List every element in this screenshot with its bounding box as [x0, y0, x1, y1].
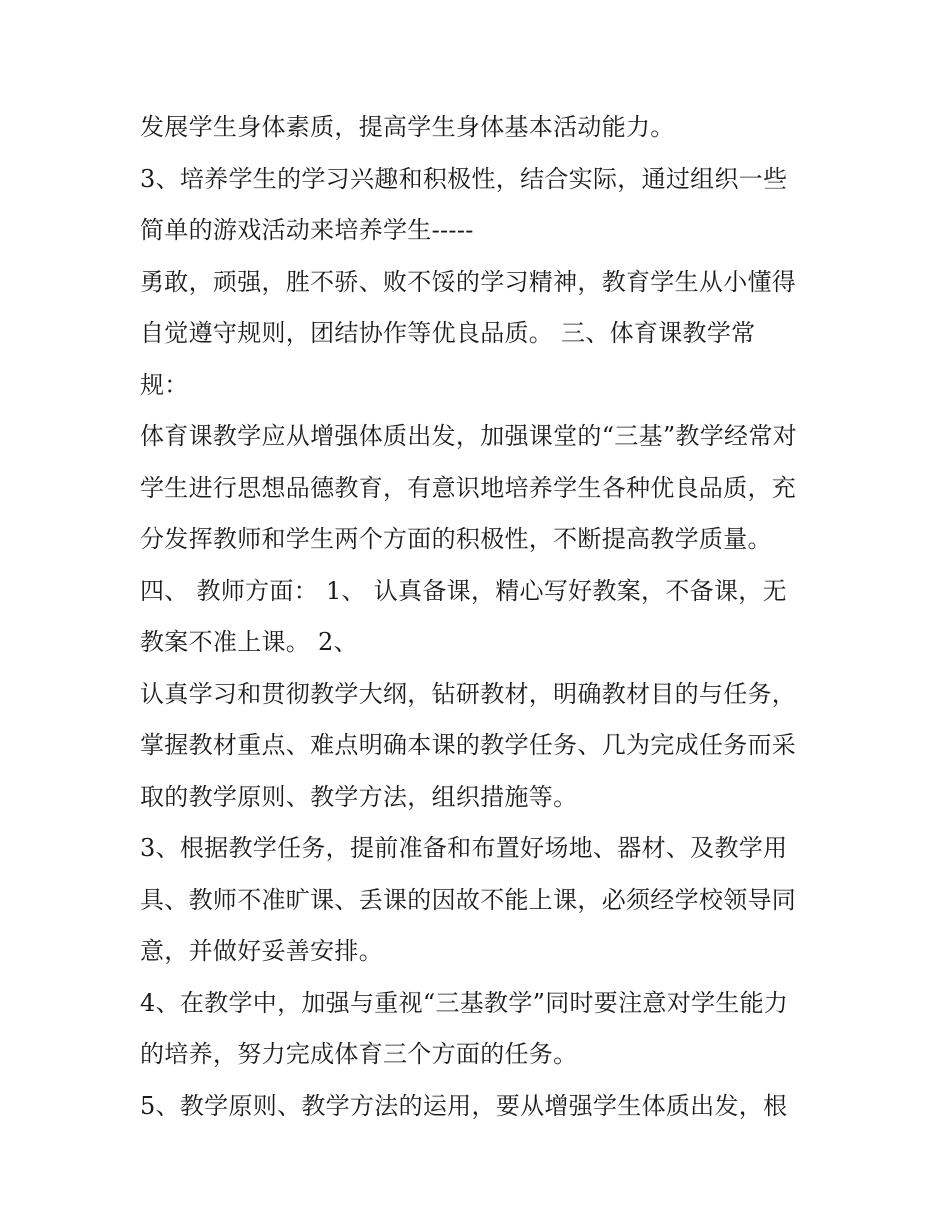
text-line: 取的教学原则、教学方法，组织措施等。 [140, 782, 578, 811]
text-line: 具、教师不准旷课、丢课的因故不能上课，必须经学校领导同 [140, 885, 797, 914]
text-line: 体育课教学应从增强体质出发，加强课堂的“三基”教学经常对 [140, 422, 797, 450]
text-line: 意，并做好妥善安排。 [140, 937, 383, 965]
text-line: 学生进行思想品德教育，有意识地培养学生各种优良品质，充 [140, 473, 797, 502]
text-line: 教案不准上课。 2、 [140, 628, 358, 656]
text-line: 掌握教材重点、难点明确本课的教学任务、几为完成任务而采 [140, 731, 797, 759]
text-line: 简单的游戏活动来培养学生----- [140, 216, 474, 244]
text-line: 自觉遵守规则，团结协作等优良品质。 三、体育课教学常 [140, 319, 756, 347]
text-line: 4、在教学中，加强与重视“三基教学”同时要注意对学生能力 [140, 988, 789, 1017]
text-line: 3、根据教学任务，提前准备和布置好场地、器材、及教学用 [140, 834, 788, 862]
text-line: 四、 教师方面： 1、 认真备课，精心写好教案，不备课，无 [140, 576, 787, 605]
text-line: 发展学生身体素质，提高学生身体基本活动能力。 [140, 113, 675, 141]
text-line: 规： [140, 370, 189, 399]
document-body [140, 102, 820, 1132]
text-line: 5、教学原则、教学方法的运用，要从增强学生体质出发，根 [140, 1091, 788, 1120]
text-line: 分发挥教师和学生两个方面的积极性，不断提高教学质量。 [140, 525, 772, 553]
text-line: 认真学习和贯彻教学大纲，钻研教材，明确教材目的与任务， [140, 679, 797, 708]
text-line: 3、培养学生的学习兴趣和积极性，结合实际，通过组织一些 [140, 164, 788, 193]
text-line: 勇敢，顽强，胜不骄、败不馁的学习精神，教育学生从小懂得 [140, 267, 797, 296]
text-line: 的培养，努力完成体育三个方面的任务。 [140, 1040, 578, 1068]
